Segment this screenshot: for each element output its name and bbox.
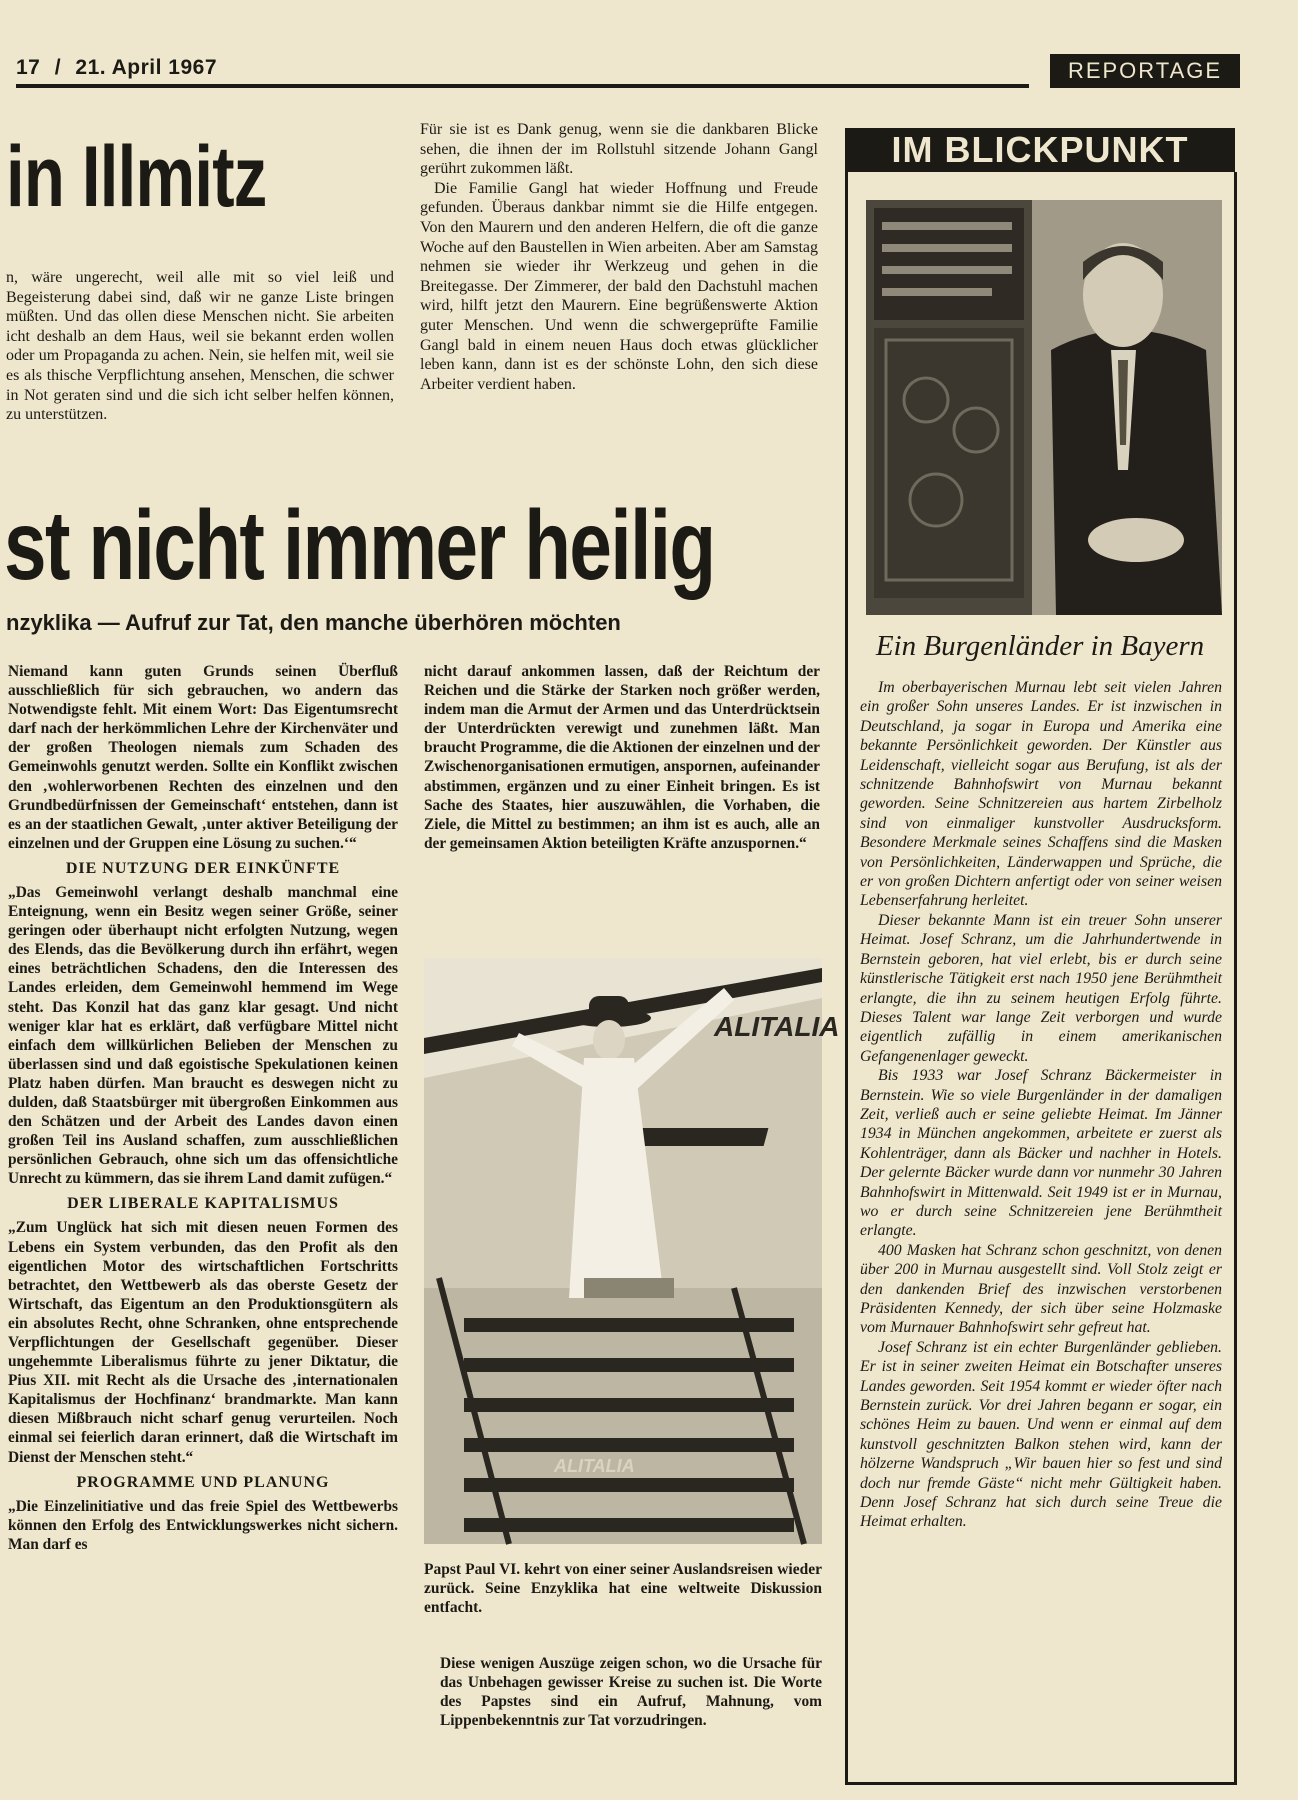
enzyklika-col1-p1: Niemand kann guten Grunds seinen Überfluß ausschließlich für sich gebrauchen, wo andern das Notwendigste fehlt. Mit einem Wort: Das Eigentumsrecht darf nach der herkömmlichen Lehre der Kirchenväter und der großen Theologen niemals zum Schaden des Gemeinwohls genutzt werden. Sollte ein Konflikt zwischen den ‚wohlerworbenen Rechten des einzelnen und den Grundbedürfnissen der Gemeinschaft‘ entstehen, dann ist es an der staatlichen Gewalt, ‚unter aktiver Beteiligung der einzelnen und der Gruppen eine Lösung zu suchen.‘“: [8, 663, 398, 852]
illmitz-left-column: [6, 268, 394, 425]
issue-date: 21. April 1967: [75, 56, 218, 79]
schranz-photo: [866, 200, 1222, 615]
schranz-photo-art: [866, 200, 1222, 615]
page-number: 17: [16, 56, 41, 79]
enzyklika-col2-p1: nicht darauf ankommen lassen, daß der Reichtum der Reichen und die Stärke der Starken noch größer werden, indem man die Armut der Armen und das Unterdrücktsein der Unterdrückten verewigt und zunehmen läßt. Man braucht Programme, die die Aktionen der einzelnen und der Zwischenorganisationen ermutigen, anspornen, aufeinander abstimmen, ergänzen und zu einer Einheit bringen. Es ist Sache des Staates, hier auszuwählen, die Vorhaben, die Ziele, die Mittel zu bestimmen; an ihm ist es auch, alle an der gemeinsamen Aktion beteiligten Kräfte anzuspornen.“: [424, 663, 820, 852]
blickpunkt-heading: Ein Burgenländer in Bayern: [875, 630, 1205, 662]
enzyklika-column-2: [424, 662, 820, 853]
illmitz-right-p1: Für sie ist es Dank genug, wenn sie die dankbaren Blicke sehen, die ihnen der im Rollstuhl sitzende Johann Gangl gerührt zukommen läßt.: [420, 121, 818, 178]
pope-photo: [424, 958, 840, 1544]
section-label: REPORTAGE: [1050, 54, 1240, 88]
blickpunkt-p3: Bis 1933 war Josef Schranz Bäckermeister in Bernstein. Wie so viele Burgenländer in der damaligen Zeit, verließ auch er seine geliebte Heimat. Im Jänner 1934 in München angekommen, arbeitete er zuerst als Kohlenträger, dann als Bäcker und nachher in Hotels. Der gelernte Bäcker wurde dann vor nunmehr 30 Jahren Bahnhofswirt in Mittenwald. Seit 1949 ist er in Murnau, wo er durch seine Schnitzereien jene Berühmtheit erlangte.: [860, 1067, 1222, 1240]
subheading-kapitalismus: DER LIBERALE KAPITALISMUS: [67, 1195, 339, 1213]
blickpunkt-p5: Josef Schranz ist ein echter Burgenländer geblieben. Er ist in seiner zweiten Heimat ein Botschafter unseres Landes geworden. Seit 1954 kommt er wieder öfter nach Bernstein zurück. Vor drei Jahren begann er sogar, ein schönes Heim zu bauen. Und wenn er einmal auf dem kunstvoll geschnitzten Balkon stehen wird, kann der hölzerne Wandspruch „Wir bauen hier so fest und sind doch nur fremde Gäste“ nicht mehr Gültigkeit haben. Denn Josef Schranz hat sich durch seine Treue die Heimat erhalten.: [860, 1338, 1222, 1531]
enzyklika-col1-p4: „Die Einzelinitiative und das freie Spiel des Wettbewerbs können den Erfolg des Entwicklungswerkes nicht sichern. Man darf es: [8, 1497, 398, 1553]
subheading-nutzung: DIE NUTZUNG DER EINKÜNFTE: [65, 859, 341, 877]
enzyklika-col1-p3: „Zum Unglück hat sich mit diesen neuen Formen des Lebens ein System verbunden, das den Profit als den eigentlichen Motor des wirtschaftlichen Fortschritts betrachtet, den Wettbewerb als das oberste Gesetz der Wirtschaft, das Eigentum an den Produktionsgütern als ein absolutes Recht, ohne Schranken, ohne entsprechende Verpflichtungen der Gesellschaft gegenüber. Dieser ungehemmte Liberalismus führte zu jener Diktatur, die Pius XII. mit Recht als die Ursache des ‚internationalen Kapitalismus der Hochfinanz‘ brandmarkte. Man kann diesen Mißbrauch nicht scharf genug verurteilen. Noch einmal sei feierlich daran erinnert, daß die Wirtschaft im Dienst der Menschen steht.“: [8, 1219, 398, 1466]
top-rule: [16, 84, 1029, 88]
enzyklika-headline: st nicht immer heilig: [4, 490, 715, 600]
blickpunkt-p4: 400 Masken hat Schranz schon geschnitzt, von denen über 200 in Murnau ausgestellt sind. Voll Stolz zeigt er den dankenden Brief des inzwischen verstorbenen Präsidenten Kennedy, der sich über seine Holzmaske vom Murnauer Bahnhofswirt sehr gefreut hat.: [860, 1241, 1222, 1337]
enzyklika-kicker: nzyklika — Aufruf zur Tat, den manche überhören möchten: [6, 610, 621, 635]
stairs-logo-text: ALITALIA: [554, 1456, 635, 1476]
illmitz-left-text: n, wäre ungerecht, weil alle mit so viel leiß und Begeisterung dabei sind, daß wir ne ganze Liste bringen müßten. Und das ollen diese Menschen nicht. Sie arbeiten icht deshalb an dem Haus, weil sie bekannt erden wollen oder um Propaganda zu achen. Nein, sie helfen mit, weil sie es als thische Verpflichtung ansehen, Menschen, die schwer in Not geraten sind und die sich icht selber helfen können, zu unterstützen.: [6, 269, 394, 424]
illmitz-right-column: [420, 120, 818, 394]
folio: [16, 56, 217, 80]
enzyklika-closing: [440, 1654, 822, 1730]
illmitz-right-p2: Die Familie Gangl hat wieder Hoffnung und Freude gefunden. Überaus dankbar nimmt sie die Hilfe entgegen. Von den Maurern und den anderen Helfern, die oft die ganze Woche auf den Baustellen in Wien arbeiten. Aber am Samstag nehmen sie wieder ihr Werkzeug und gehen in die Breitegasse. Der Zimmerer, der bald den Dachstuhl machen wird, hilft jetzt den Maurern. Eine begrüßenswerte Aktion guter Menschen. Und wenn die schwergeprüfte Familie Gangl bald in einem neuen Haus doch etwas glücklicher leben kann, dann ist es der schönste Lohn, den sich diese Arbeiter verdient haben.: [420, 179, 818, 393]
pope-photo-art: [424, 958, 840, 1544]
enzyklika-col2-p2: Diese wenigen Auszüge zeigen schon, wo die Ursache für das Unbehagen gewisser Kreise zu suchen ist. Die Worte des Papstes sind ein Aufruf, Mahnung, vom Lippenbekenntnis zur Tat vorzudringen.: [440, 1655, 822, 1730]
enzyklika-col1-p2: „Das Gemeinwohl verlangt deshalb manchmal eine Enteignung, wenn ein Besitz wegen seiner Größe, seiner geringen oder überhaupt nicht erfolgten Nutzung, wegen des Elends, das die Bevölkerung durch ihn erfährt, wegen eines beträchtlichen Schadens, den die Interessen des Landes erleiden, dem Gemeinwohl hemmend im Wege steht. Das Konzil hat das ganz klar gesagt. Und nicht weniger klar hat es erklärt, daß verfügbare Mittel nicht einfach dem willkürlichen Belieben der Menschen zu überlassen sind und daß egoistische Spekulationen keinen Platz haben dürfen. Man braucht es deswegen nicht zu dulden, daß Staatsbürger mit übergroßen Einkommen aus den Schätzen und der Arbeit des Landes davon einen großen Teil ins Ausland schaffen, zum ausschließlichen persönlichen Gebrauch, ohne sich um das offensichtliche Unrecht zu kümmern, das sie ihrem Land damit zufügen.“: [8, 883, 398, 1188]
pope-photo-caption-block: [424, 1560, 822, 1617]
folio-separator: /: [54, 56, 62, 79]
blickpunkt-p2: Dieser bekannte Mann ist ein treuer Sohn unserer Heimat. Josef Schranz, um die Jahrhundertwende in Bernstein geboren, hat viel erlebt, bis er durch seine künstlerische Tätigkeit erst nach 1950 jene Berühmtheit erlangte, die ihn zu seinem heutigen Erfolg führte. Dieses Talent war lange Zeit verborgen und wurde eigentlich zufällig in einem amerikanischen Gefangenenlager geweckt.: [860, 911, 1222, 1065]
enzyklika-column-1: [8, 662, 398, 1554]
blickpunkt-p1: Im oberbayerischen Murnau lebt seit vielen Jahren ein großer Sohn unseres Landes. Er ist inzwischen in Deutschland, ja sogar in Europa und Amerika eine bekannte Persönlichkeit geworden. Der Künstler aus Leidenschaft, vielleicht sogar aus Berufung, ist als der schnitzende Bahnhofswirt von Murnau bekannt geworden. Seine Schnitzereien aus hartem Zirbelholz sind von einmaliger kunstvoller Ausdrucksform. Besondere Merkmale seines Schaffens sind die Masken von Persönlichkeiten, Länderwappen und Sprüche, die er von großen Dichtern anfertigt oder von seiner weisen Lebenserfahrung herleitet.: [860, 679, 1222, 910]
blickpunkt-text: [860, 678, 1222, 1532]
blickpunkt-title: IM BLICKPUNKT: [845, 128, 1235, 172]
illmitz-headline: in Illmitz: [6, 129, 267, 225]
plane-logo-text: ALITALIA: [714, 1011, 840, 1042]
subheading-programme: PROGRAMME UND PLANUNG: [76, 1473, 330, 1491]
pope-photo-caption: Papst Paul VI. kehrt von einer seiner Auslandsreisen wieder zurück. Seine Enzyklika hat eine weltweite Diskussion entfacht.: [424, 1561, 822, 1616]
